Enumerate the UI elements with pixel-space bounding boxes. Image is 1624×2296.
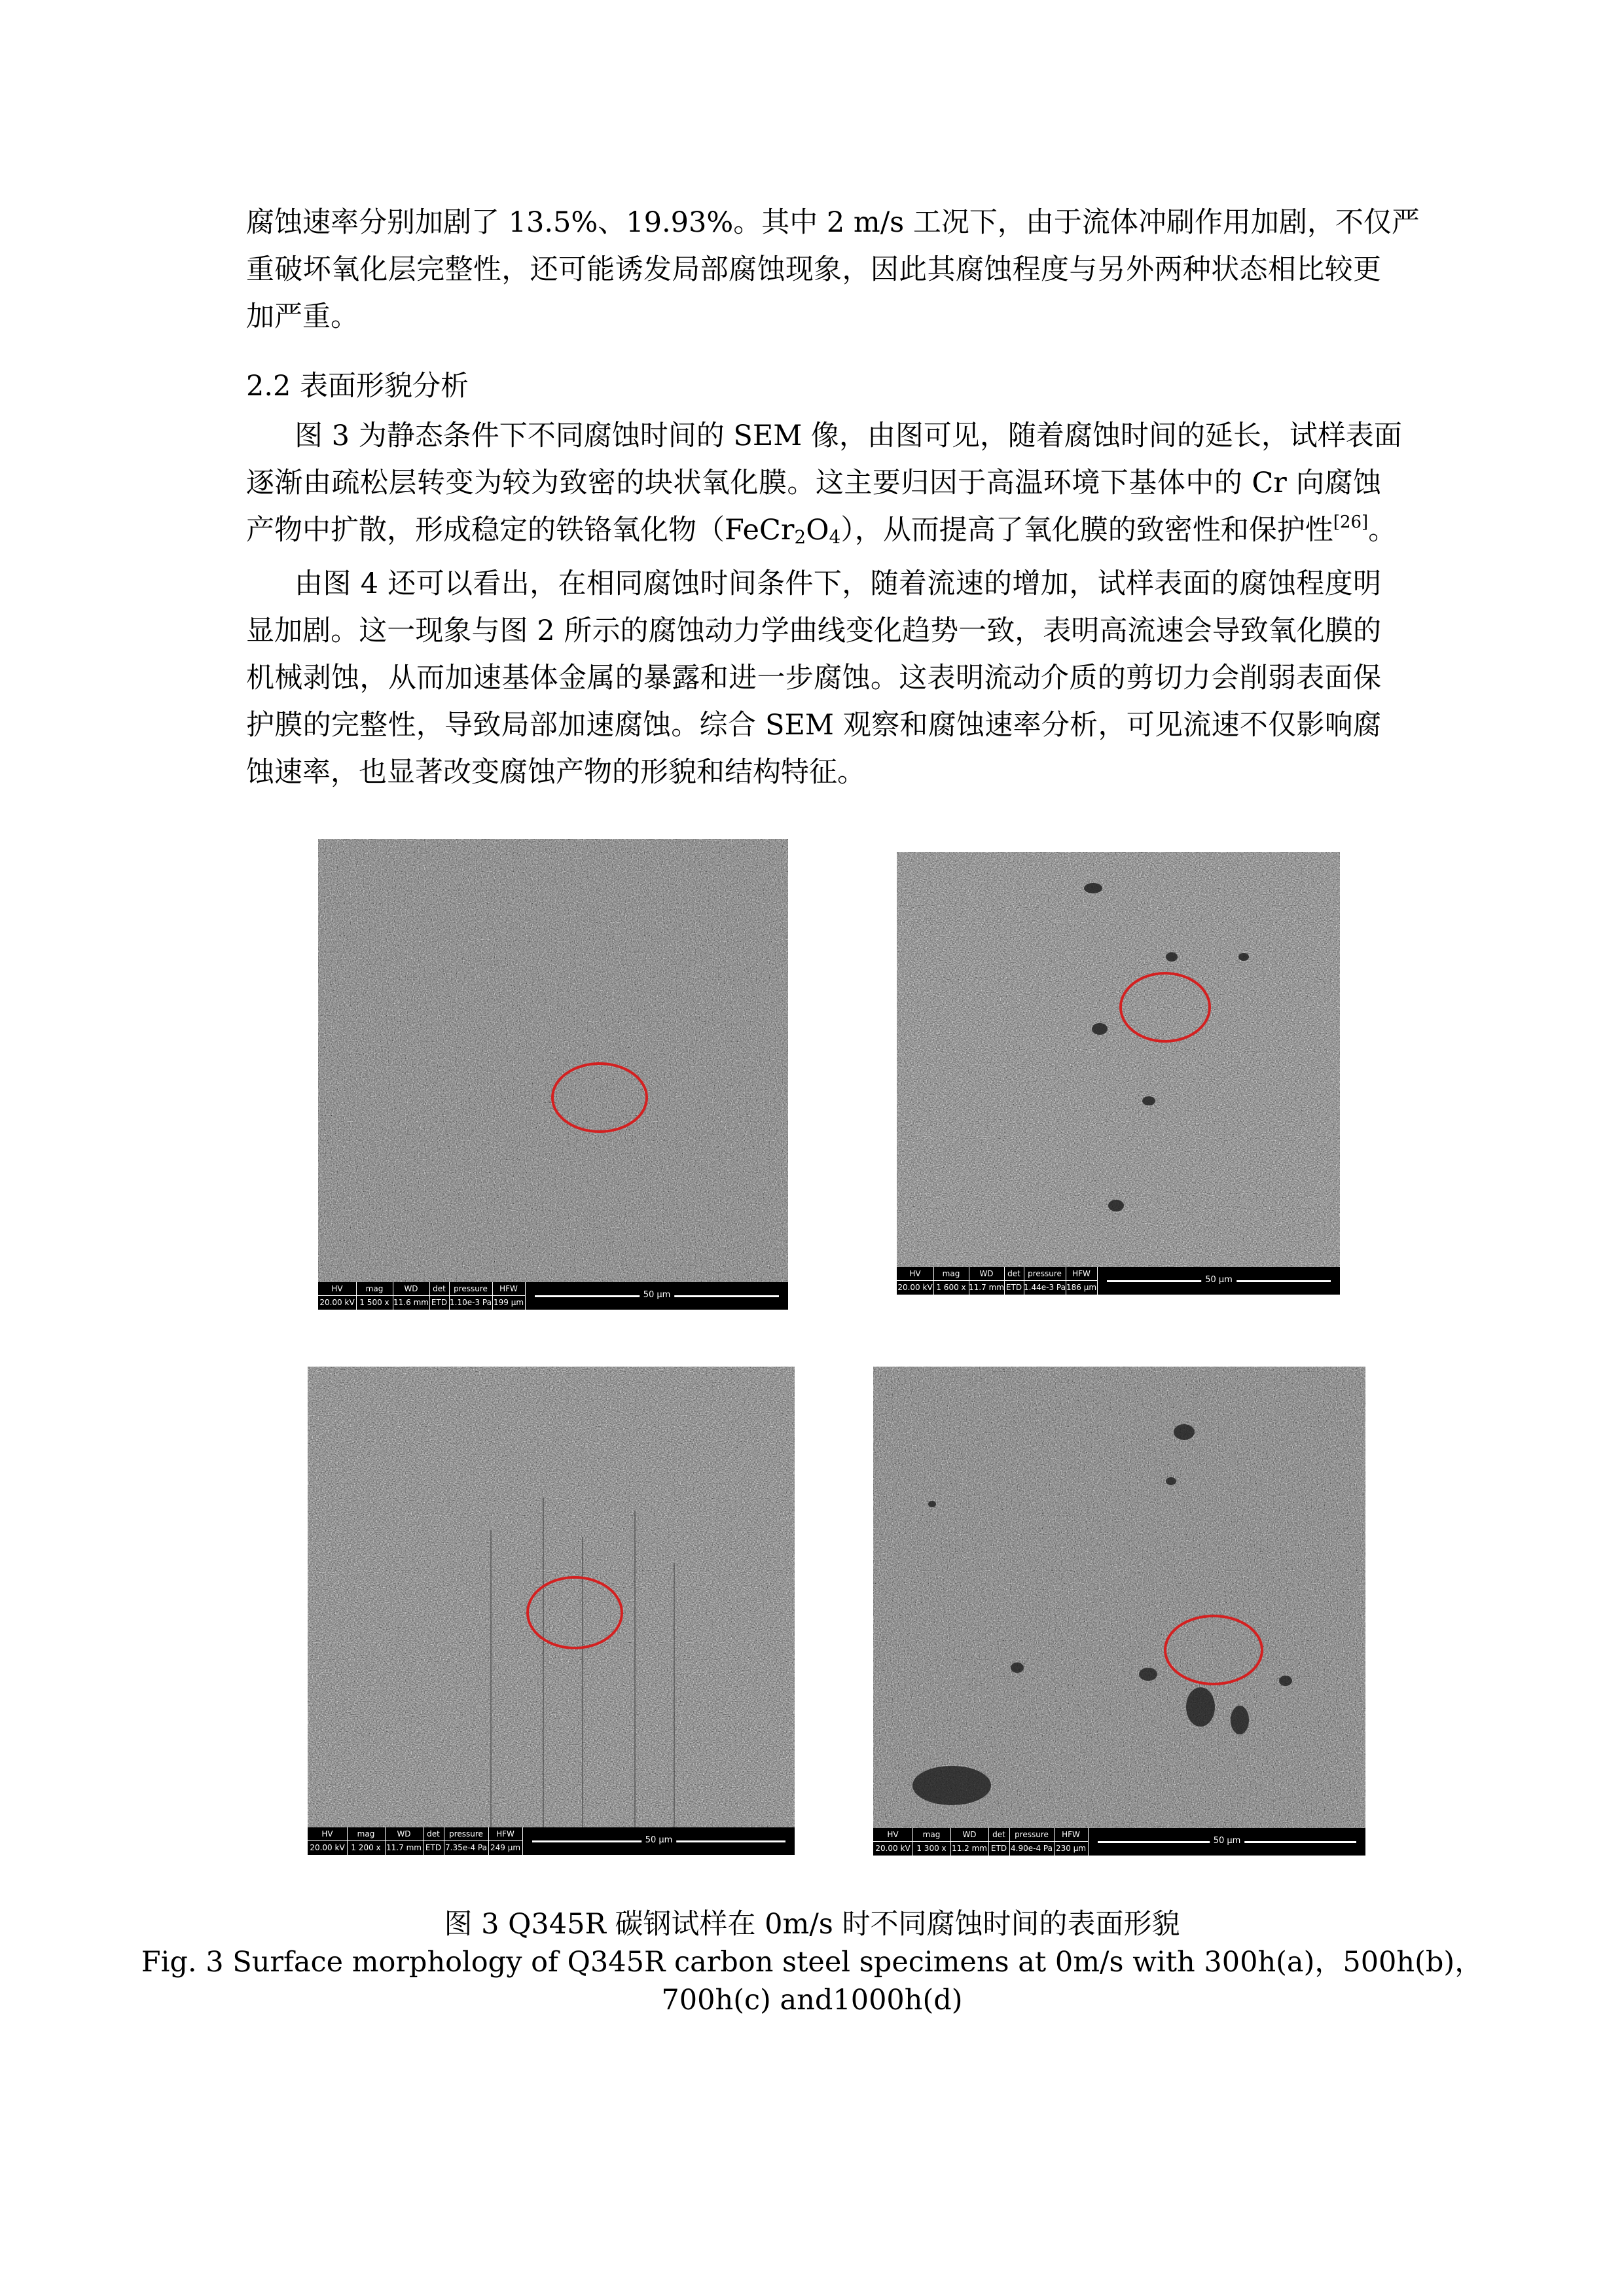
sem-label-pressure: pressure bbox=[1015, 1830, 1049, 1839]
section-heading: 2.2 表面形貌分析 bbox=[246, 370, 469, 403]
sem-info-bar-b bbox=[897, 1267, 1340, 1295]
sem-value-det: ETD bbox=[423, 1840, 444, 1854]
sem-value-pressure: 4.90e-4 Pa bbox=[1009, 1841, 1054, 1855]
sem-scale-bar bbox=[525, 1282, 788, 1310]
paragraph-3-line-1: 由图 4 还可以看出，在相同腐蚀时间条件下，随着流速的增加，试样表面的腐蚀程度明 bbox=[295, 567, 1381, 600]
sem-info-bar-d bbox=[873, 1828, 1365, 1856]
sem-scale-bar bbox=[522, 1827, 795, 1855]
paragraph-2-line-3-text-c: ），从而提高了氧化膜的致密性和保护性 bbox=[840, 514, 1333, 547]
paragraph-2-line-2: 逐渐由疏松层转变为较为致密的块状氧化膜。这主要归因于高温环境下基体中的 Cr 向腐蚀 bbox=[246, 467, 1381, 499]
paragraph-2-line-3 bbox=[246, 511, 1396, 550]
sem-value-hfw: 186 µm bbox=[1066, 1280, 1097, 1294]
subscript-4: 4 bbox=[829, 526, 841, 548]
sem-value-wd: 11.6 mm bbox=[393, 1295, 429, 1309]
sem-label-pressure: pressure bbox=[1028, 1269, 1062, 1278]
sem-value-wd: 11.7 mm bbox=[969, 1280, 1004, 1294]
sem-value-pressure: 7.35e-4 Pa bbox=[444, 1840, 488, 1854]
sem-scale-label: 50 µm bbox=[641, 1835, 677, 1846]
paragraph-2 bbox=[246, 416, 1402, 548]
paragraph-3-line-2: 显加剧。这一现象与图 2 所示的腐蚀动力学曲线变化趋势一致，表明高流速会导致氧化膜的 bbox=[246, 615, 1381, 647]
paragraph-2-line-3-text-a: 产物中扩散，形成稳定的铁铬氧化物（FeCr bbox=[246, 514, 795, 547]
sem-image-a bbox=[318, 839, 788, 1310]
sem-value-hfw: 230 µm bbox=[1054, 1841, 1088, 1855]
paragraph-2-line-3-text-d: 。 bbox=[1368, 514, 1397, 547]
sem-value-hv: 20.00 kV bbox=[318, 1295, 356, 1309]
sem-label-det: det bbox=[433, 1284, 446, 1293]
sem-label-hv: HV bbox=[331, 1284, 343, 1293]
sem-scale-label: 50 µm bbox=[1201, 1275, 1236, 1285]
paragraph-3-line-4: 护膜的完整性，导致局部加速腐蚀。综合 SEM 观察和腐蚀速率分析，可见流速不仅影响腐 bbox=[246, 709, 1381, 742]
paragraph-1 bbox=[246, 203, 1420, 334]
sem-value-hv: 20.00 kV bbox=[873, 1841, 912, 1855]
paragraph-2-line-3-text-b: O bbox=[806, 514, 829, 547]
section-heading-block bbox=[246, 367, 1381, 406]
sem-label-hfw: HFW bbox=[1072, 1269, 1091, 1278]
sem-value-mag: 1 200 x bbox=[347, 1840, 385, 1854]
paragraph-3-line-5: 蚀速率，也显著改变腐蚀产物的形貌和结构特征。 bbox=[246, 756, 865, 789]
paragraph-3-line-3: 机械剥蚀，从而加速基体金属的暴露和进一步腐蚀。这表明流动介质的剪切力会削弱表面保 bbox=[246, 662, 1381, 694]
paragraph-3 bbox=[246, 564, 1381, 800]
sem-value-det: ETD bbox=[429, 1295, 449, 1309]
sem-value-mag: 1 500 x bbox=[356, 1295, 393, 1309]
paragraph-1-line-1: 腐蚀速率分别加剧了 13.5%、19.93%。其中 2 m/s 工况下，由于流体冲刷作用加剧，不仅严 bbox=[246, 206, 1420, 239]
sem-value-wd: 11.2 mm bbox=[950, 1841, 988, 1855]
figure-caption-zh: 图 3 Q345R 碳钢试样在 0m/s 时不同腐蚀时间的表面形貌 bbox=[444, 1908, 1180, 1941]
sem-image-c bbox=[308, 1367, 795, 1855]
sem-value-pressure: 1.44e-3 Pa bbox=[1024, 1280, 1066, 1294]
sem-value-pressure: 1.10e-3 Pa bbox=[449, 1295, 492, 1309]
sem-texture-a bbox=[318, 839, 788, 1310]
paragraph-1-line-2: 重破坏氧化层完整性，还可能诱发局部腐蚀现象，因此其腐蚀程度与另外两种状态相比较更 bbox=[246, 253, 1381, 286]
sem-label-det: det bbox=[1007, 1269, 1020, 1278]
sem-label-mag: mag bbox=[365, 1284, 384, 1293]
sem-image-b bbox=[897, 852, 1340, 1295]
sem-label-pressure: pressure bbox=[454, 1284, 488, 1293]
sem-label-hv: HV bbox=[887, 1830, 899, 1839]
sem-value-hv: 20.00 kV bbox=[897, 1280, 933, 1294]
figure-caption-en-line-1: Fig. 3 Surface morphology of Q345R carbon steel specimens at 0m/s with 300h(a)，500h(b)， bbox=[141, 1946, 1483, 1979]
sem-value-mag: 1 300 x bbox=[912, 1841, 950, 1855]
sem-scale-label: 50 µm bbox=[640, 1290, 675, 1300]
sem-value-det: ETD bbox=[1004, 1280, 1024, 1294]
sem-image-d bbox=[873, 1367, 1365, 1856]
subscript-2: 2 bbox=[794, 526, 806, 548]
sem-label-det: det bbox=[992, 1830, 1005, 1839]
sem-value-hfw: 249 µm bbox=[488, 1840, 522, 1854]
paragraph-1-line-3: 加严重。 bbox=[246, 300, 359, 333]
sem-texture-d bbox=[873, 1367, 1365, 1856]
sem-texture-c bbox=[308, 1367, 795, 1855]
sem-label-hfw: HFW bbox=[1062, 1830, 1080, 1839]
sem-value-mag: 1 600 x bbox=[933, 1280, 969, 1294]
sem-label-hv: HV bbox=[909, 1269, 921, 1278]
sem-label-det: det bbox=[427, 1829, 440, 1839]
sem-value-hfw: 199 µm bbox=[492, 1295, 525, 1309]
paragraph-2-line-1: 图 3 为静态条件下不同腐蚀时间的 SEM 像，由图可见，随着腐蚀时间的延长，试样表面 bbox=[295, 420, 1402, 452]
sem-label-hv: HV bbox=[321, 1829, 333, 1839]
citation-ref: [26] bbox=[1333, 512, 1369, 532]
sem-label-mag: mag bbox=[942, 1269, 960, 1278]
sem-info-bar-c bbox=[308, 1827, 795, 1855]
sem-label-hfw: HFW bbox=[499, 1284, 518, 1293]
sem-value-det: ETD bbox=[988, 1841, 1009, 1855]
sem-label-mag: mag bbox=[922, 1830, 941, 1839]
sem-info-bar-a bbox=[318, 1282, 788, 1310]
sem-label-wd: WD bbox=[404, 1284, 418, 1293]
sem-label-mag: mag bbox=[357, 1829, 375, 1839]
sem-label-hfw: HFW bbox=[496, 1829, 514, 1839]
sem-label-pressure: pressure bbox=[449, 1829, 483, 1839]
sem-scale-label: 50 µm bbox=[1210, 1836, 1245, 1846]
sem-scale-bar bbox=[1097, 1267, 1340, 1295]
sem-value-hv: 20.00 kV bbox=[308, 1840, 347, 1854]
sem-scale-bar bbox=[1088, 1828, 1365, 1856]
sem-texture-b bbox=[897, 852, 1340, 1295]
sem-label-wd: WD bbox=[979, 1269, 994, 1278]
sem-value-wd: 11.7 mm bbox=[385, 1840, 423, 1854]
figure-caption-en-line-2: 700h(c) and1000h(d) bbox=[661, 1984, 963, 2017]
sem-label-wd: WD bbox=[962, 1830, 977, 1839]
sem-label-wd: WD bbox=[397, 1829, 411, 1839]
